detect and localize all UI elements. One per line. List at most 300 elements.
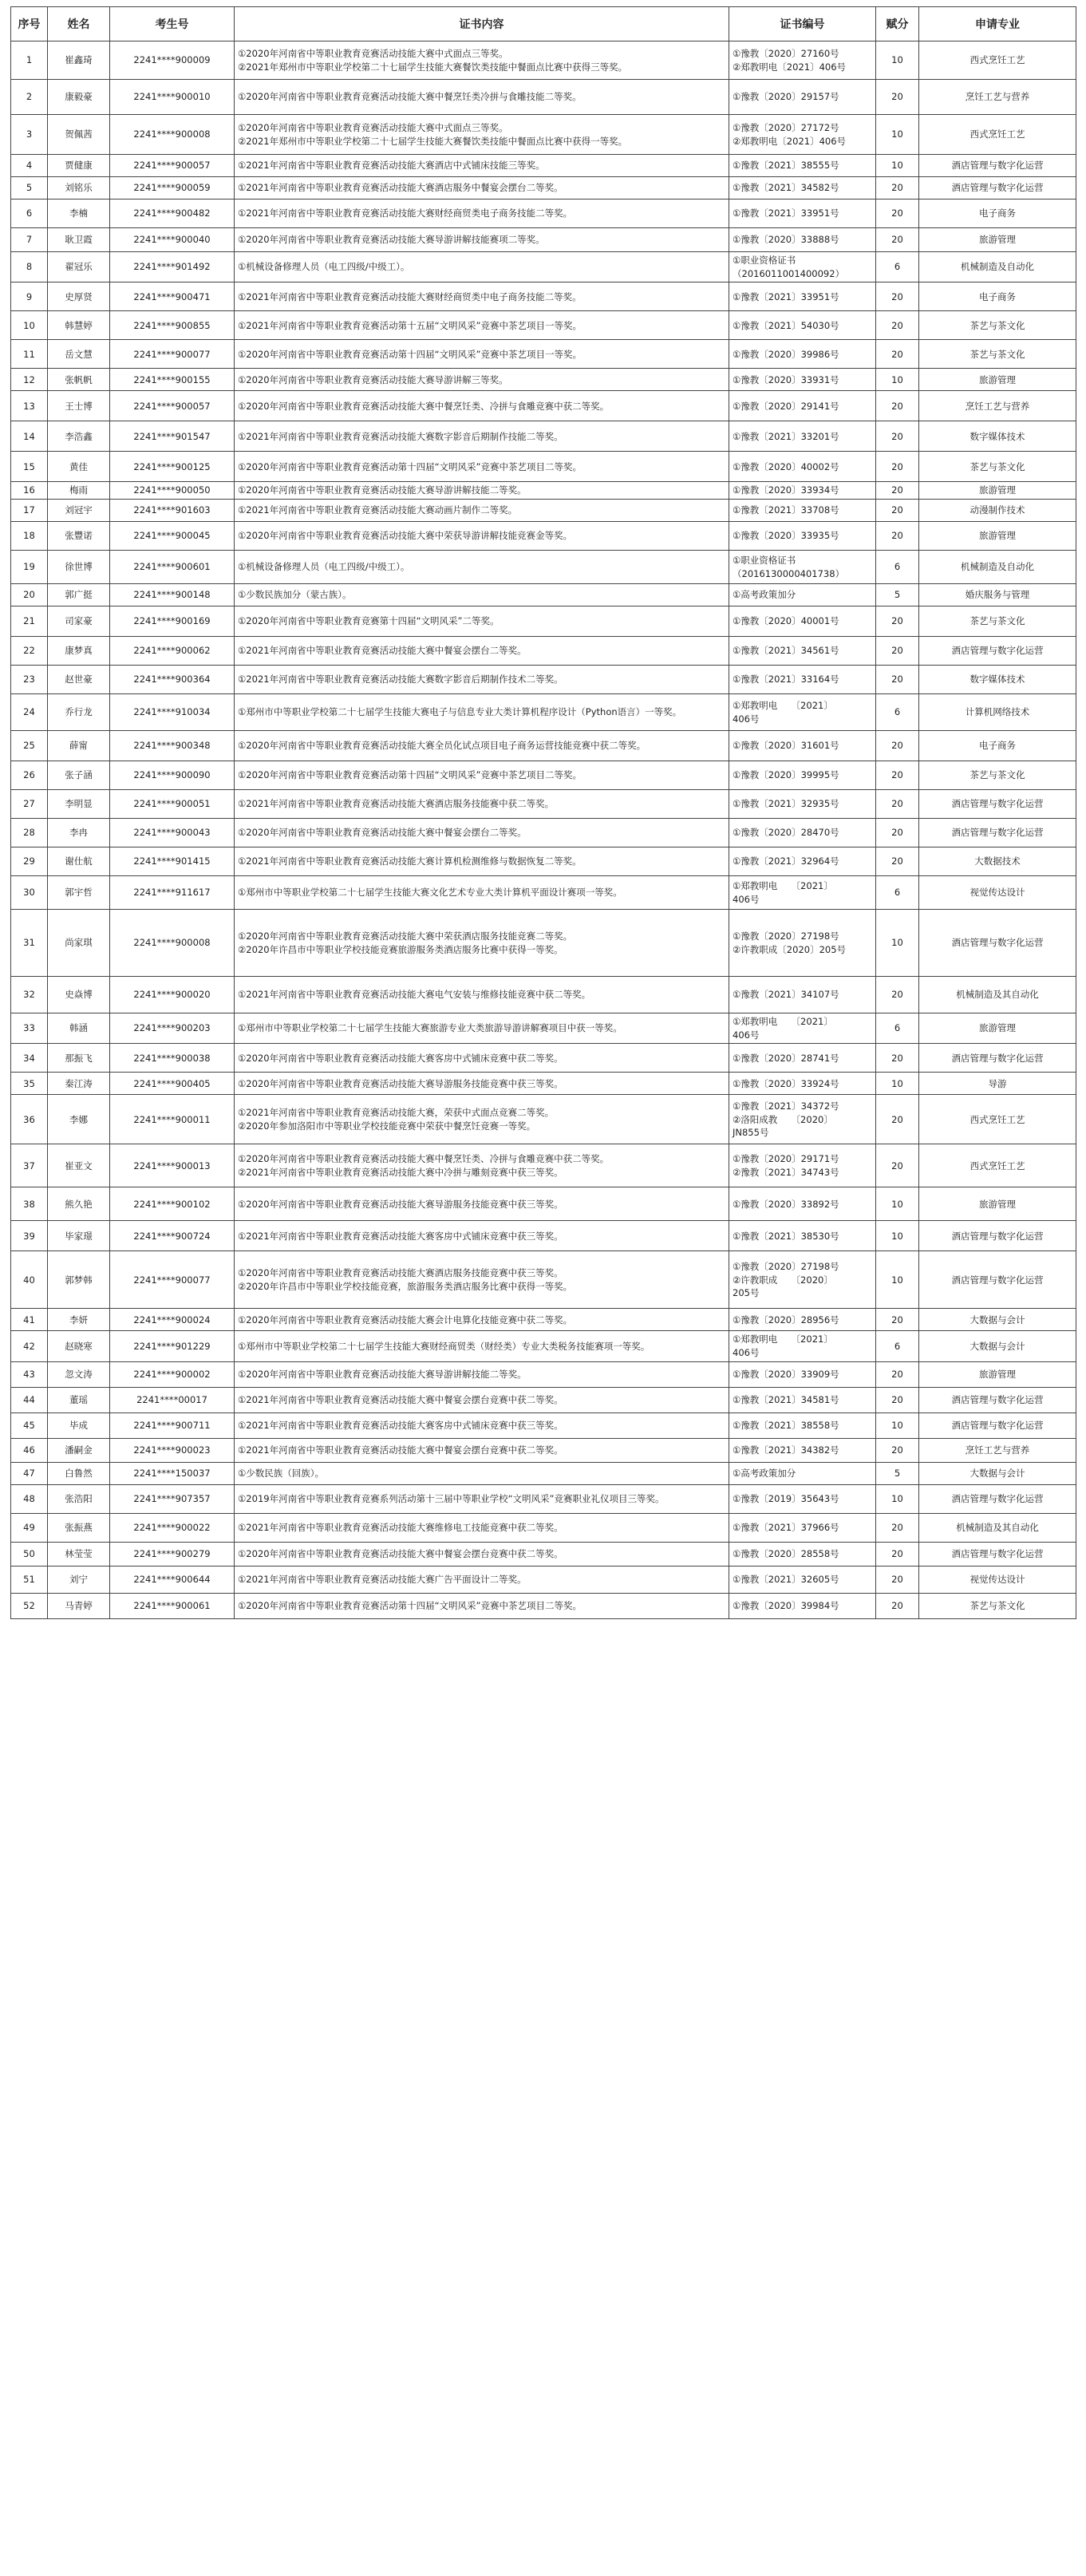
cell-certificate-number-line: ①豫教〔2020〕27172号 bbox=[733, 121, 839, 133]
cell-certificate-number bbox=[729, 252, 876, 282]
cell-name: 张帆帆 bbox=[48, 369, 110, 391]
cell-certificate-content bbox=[235, 369, 729, 391]
cell-certificate-number-line: ①豫教〔2020〕40002号 bbox=[733, 460, 839, 472]
cell-exam-id: 2241****911617 bbox=[110, 876, 235, 910]
cell-name: 毕成 bbox=[48, 1412, 110, 1438]
cell-exam-id: 2241****900051 bbox=[110, 790, 235, 819]
cell-major: 酒店管理与数字化运营 bbox=[919, 910, 1076, 977]
cell-name: 李娜 bbox=[48, 1095, 110, 1144]
cell-score: 10 bbox=[876, 910, 919, 977]
cell-certificate-number bbox=[729, 1251, 876, 1309]
cell-score: 20 bbox=[876, 482, 919, 500]
cell-certificate-number bbox=[729, 500, 876, 522]
cell-no: 34 bbox=[11, 1044, 48, 1073]
cell-name: 岳文慧 bbox=[48, 340, 110, 369]
cell-name: 董瑶 bbox=[48, 1387, 110, 1412]
cell-certificate-number-line: ①豫教〔2020〕33931号 bbox=[733, 373, 839, 385]
cell-score: 6 bbox=[876, 876, 919, 910]
cell-no: 38 bbox=[11, 1187, 48, 1221]
cell-certificate-number bbox=[729, 1484, 876, 1513]
table-row bbox=[11, 1387, 1076, 1412]
cell-name: 韩涵 bbox=[48, 1013, 110, 1044]
cell-certificate-number-line: ①豫教〔2021〕33951号 bbox=[733, 207, 839, 219]
cell-certificate-number-line: ①豫教〔2020〕28741号 bbox=[733, 1052, 839, 1064]
cell-name: 康毅豪 bbox=[48, 80, 110, 115]
cell-major: 大数据与会计 bbox=[919, 1331, 1076, 1361]
cell-name: 李妍 bbox=[48, 1309, 110, 1331]
cell-score: 10 bbox=[876, 1073, 919, 1095]
cell-no: 18 bbox=[11, 522, 48, 551]
cell-certificate-content bbox=[235, 282, 729, 311]
cell-certificate-content bbox=[235, 606, 729, 637]
cell-certificate-number-line: ①豫教〔2020〕33934号 bbox=[733, 484, 839, 496]
cell-certificate-content-line: ①2020年河南省中等职业教育竞赛活动第十四届“文明风采”竞赛中茶艺项目二等奖。 bbox=[238, 1599, 582, 1611]
cell-certificate-content-line: ②2021年河南省中等职业教育竞赛活动技能大赛中冷拼与雕刻竞赛中获三等奖。 bbox=[238, 1166, 563, 1178]
cell-certificate-number-line: ①豫教〔2020〕27198号 bbox=[733, 1260, 839, 1272]
cell-certificate-content bbox=[235, 1013, 729, 1044]
cell-certificate-number-line: JN855号 bbox=[733, 1127, 769, 1139]
cell-certificate-content bbox=[235, 1331, 729, 1361]
cell-score: 20 bbox=[876, 391, 919, 421]
cell-exam-id: 2241****900059 bbox=[110, 177, 235, 200]
cell-major: 数字媒体技术 bbox=[919, 666, 1076, 694]
cell-name: 张浩阳 bbox=[48, 1484, 110, 1513]
cell-certificate-number-line: ①豫教〔2020〕33909号 bbox=[733, 1368, 839, 1380]
cell-certificate-content bbox=[235, 1073, 729, 1095]
cell-score: 20 bbox=[876, 500, 919, 522]
cell-score: 10 bbox=[876, 1251, 919, 1309]
cell-certificate-number-line: ①豫教〔2021〕33708号 bbox=[733, 504, 839, 516]
cell-no: 21 bbox=[11, 606, 48, 637]
cell-no: 24 bbox=[11, 694, 48, 731]
cell-exam-id: 2241****900022 bbox=[110, 1513, 235, 1542]
cell-certificate-content bbox=[235, 1566, 729, 1593]
table-row bbox=[11, 1361, 1076, 1387]
cell-certificate-content bbox=[235, 584, 729, 606]
cell-name: 史焱博 bbox=[48, 977, 110, 1013]
cell-certificate-content-line: ①2020年河南省中等职业教育竞赛活动技能大赛中荣获导游讲解技能竞赛金等奖。 bbox=[238, 530, 573, 542]
cell-major: 酒店管理与数字化运营 bbox=[919, 1221, 1076, 1251]
cell-certificate-number-line: ①豫教〔2019〕35643号 bbox=[733, 1492, 839, 1504]
cell-certificate-number bbox=[729, 1412, 876, 1438]
cell-certificate-content-line: ①郑州市中等职业学校第二十七届学生技能大赛财经商贸类（财经类）专业大类税务技能赛项一等奖。 bbox=[238, 1340, 650, 1352]
cell-name: 张豐诺 bbox=[48, 522, 110, 551]
cell-certificate-content-line: ①2021年河南省中等职业教育竞赛活动技能大赛财经商贸类中电子商务技能二等奖。 bbox=[238, 290, 582, 302]
table-row bbox=[11, 666, 1076, 694]
cell-name: 徐世博 bbox=[48, 551, 110, 584]
cell-certificate-number bbox=[729, 522, 876, 551]
cell-certificate-number bbox=[729, 452, 876, 482]
cell-certificate-number bbox=[729, 1331, 876, 1361]
cell-name: 忽文涛 bbox=[48, 1361, 110, 1387]
cell-exam-id: 2241****907357 bbox=[110, 1484, 235, 1513]
cell-certificate-number-line: ①豫教〔2020〕39984号 bbox=[733, 1599, 839, 1611]
cell-major: 酒店管理与数字化运营 bbox=[919, 1251, 1076, 1309]
cell-certificate-content-line: ①2020年河南省中等职业教育竞赛活动技能大赛中荣获酒店服务技能竞赛二等奖。 bbox=[238, 930, 573, 942]
cell-name: 韩慧婷 bbox=[48, 311, 110, 340]
cell-certificate-number-line: ①豫教〔2020〕28956号 bbox=[733, 1314, 839, 1326]
cell-name: 张子涵 bbox=[48, 761, 110, 790]
cell-certificate-content-line: ①2020年河南省中等职业教育竞赛活动第十四届“文明风采”竞赛中茶艺项目二等奖。 bbox=[238, 769, 582, 781]
table-row bbox=[11, 584, 1076, 606]
cell-exam-id: 2241****900724 bbox=[110, 1221, 235, 1251]
table-row bbox=[11, 876, 1076, 910]
cell-certificate-content bbox=[235, 1309, 729, 1331]
cell-certificate-number-line: ①豫教〔2021〕34107号 bbox=[733, 989, 839, 1001]
header-no: 序号 bbox=[11, 7, 48, 41]
cell-certificate-content bbox=[235, 1438, 729, 1462]
cell-major: 酒店管理与数字化运营 bbox=[919, 790, 1076, 819]
cell-certificate-content bbox=[235, 228, 729, 252]
cell-score: 20 bbox=[876, 282, 919, 311]
table-row bbox=[11, 80, 1076, 115]
cell-no: 44 bbox=[11, 1387, 48, 1412]
cell-score: 20 bbox=[876, 80, 919, 115]
cell-certificate-number bbox=[729, 977, 876, 1013]
cell-major: 婚庆服务与管理 bbox=[919, 584, 1076, 606]
cell-certificate-number-line: ②许教职成〔2020〕205号 bbox=[733, 943, 847, 955]
cell-certificate-content-line: ②2020年参加洛阳市中等职业学校技能竞赛中荣获中餐烹饪竞赛一等奖。 bbox=[238, 1120, 536, 1132]
cell-certificate-content-line: ①2021年河南省中等职业教育竞赛活动技能大赛酒店中式铺床技能三等奖。 bbox=[238, 160, 545, 172]
cell-exam-id: 2241****900023 bbox=[110, 1438, 235, 1462]
cell-certificate-content bbox=[235, 500, 729, 522]
cell-name: 刘冠宇 bbox=[48, 500, 110, 522]
cell-major: 旅游管理 bbox=[919, 1187, 1076, 1221]
cell-certificate-number bbox=[729, 155, 876, 177]
cell-major: 电子商务 bbox=[919, 200, 1076, 228]
cell-certificate-number-line: ①豫教〔2020〕33892号 bbox=[733, 1198, 839, 1210]
cell-certificate-content-line: ①2021年河南省中等职业教育竞赛活动技能大赛计算机检测维修与数据恢复二等奖。 bbox=[238, 855, 582, 867]
cell-certificate-number-line: ②洛阳成教 〔2020〕 bbox=[733, 1113, 833, 1125]
table-row bbox=[11, 1438, 1076, 1462]
cell-no: 3 bbox=[11, 115, 48, 155]
cell-no: 42 bbox=[11, 1331, 48, 1361]
cell-no: 41 bbox=[11, 1309, 48, 1331]
cell-certificate-content-line: ①2020年河南省中等职业教育竞赛活动技能大赛导游服务技能竞赛中获三等奖。 bbox=[238, 1198, 563, 1210]
cell-certificate-content bbox=[235, 1187, 729, 1221]
cell-no: 31 bbox=[11, 910, 48, 977]
cell-exam-id: 2241****900057 bbox=[110, 391, 235, 421]
cell-major: 机械制造及自动化 bbox=[919, 252, 1076, 282]
cell-exam-id: 2241****900169 bbox=[110, 606, 235, 637]
cell-major: 酒店管理与数字化运营 bbox=[919, 1412, 1076, 1438]
cell-certificate-content bbox=[235, 1044, 729, 1073]
cell-certificate-content-line: ①2020年河南省中等职业教育竞赛活动技能大赛中餐宴会摆台二等奖。 bbox=[238, 827, 527, 839]
cell-certificate-content bbox=[235, 41, 729, 80]
table-row bbox=[11, 41, 1076, 80]
cell-certificate-number-line: （2016130000401738） bbox=[733, 567, 845, 579]
cell-certificate-content-line: ①2020年河南省中等职业教育竞赛活动技能大赛导游讲解三等奖。 bbox=[238, 373, 508, 385]
cell-certificate-number-line: ①豫教〔2021〕34582号 bbox=[733, 182, 839, 194]
cell-certificate-number bbox=[729, 910, 876, 977]
cell-certificate-content bbox=[235, 1387, 729, 1412]
table-row bbox=[11, 731, 1076, 761]
cell-certificate-number-line: ①豫教〔2020〕29157号 bbox=[733, 91, 839, 103]
cell-no: 48 bbox=[11, 1484, 48, 1513]
table-row bbox=[11, 252, 1076, 282]
cell-certificate-content bbox=[235, 177, 729, 200]
table-row bbox=[11, 551, 1076, 584]
cell-certificate-number-line: ①豫教〔2020〕27160号 bbox=[733, 47, 839, 59]
cell-exam-id: 2241****901603 bbox=[110, 500, 235, 522]
cell-certificate-number bbox=[729, 551, 876, 584]
cell-score: 20 bbox=[876, 606, 919, 637]
cell-certificate-content bbox=[235, 731, 729, 761]
cell-name: 崔鑫琦 bbox=[48, 41, 110, 80]
cell-major: 旅游管理 bbox=[919, 1361, 1076, 1387]
cell-score: 20 bbox=[876, 761, 919, 790]
cell-name: 王士博 bbox=[48, 391, 110, 421]
cell-exam-id: 2241****910034 bbox=[110, 694, 235, 731]
cell-certificate-number bbox=[729, 482, 876, 500]
cell-major: 大数据与会计 bbox=[919, 1462, 1076, 1484]
cell-exam-id: 2241****900090 bbox=[110, 761, 235, 790]
cell-certificate-number bbox=[729, 1361, 876, 1387]
cell-score: 20 bbox=[876, 1387, 919, 1412]
admission-score-list bbox=[10, 6, 1076, 1619]
cell-name: 张振燕 bbox=[48, 1513, 110, 1542]
cell-certificate-number-line: ①豫教〔2021〕54030号 bbox=[733, 319, 839, 331]
cell-certificate-number-line: ①豫教〔2020〕39995号 bbox=[733, 769, 839, 781]
table-row bbox=[11, 340, 1076, 369]
table-row bbox=[11, 910, 1076, 977]
cell-exam-id: 2241****900062 bbox=[110, 637, 235, 666]
cell-exam-id: 2241****900008 bbox=[110, 910, 235, 977]
cell-name: 李冉 bbox=[48, 819, 110, 847]
cell-name: 翟冠乐 bbox=[48, 252, 110, 282]
cell-certificate-number bbox=[729, 1073, 876, 1095]
cell-no: 39 bbox=[11, 1221, 48, 1251]
cell-no: 9 bbox=[11, 282, 48, 311]
cell-certificate-content bbox=[235, 1542, 729, 1566]
cell-exam-id: 2241****150037 bbox=[110, 1462, 235, 1484]
header-certificate-content: 证书内容 bbox=[235, 7, 729, 41]
cell-major: 动漫制作技术 bbox=[919, 500, 1076, 522]
cell-certificate-number bbox=[729, 694, 876, 731]
cell-certificate-content bbox=[235, 977, 729, 1013]
cell-certificate-content-line: ①2021年河南省中等职业教育竞赛活动技能大赛动画片制作二等奖。 bbox=[238, 504, 518, 516]
table-row bbox=[11, 282, 1076, 311]
cell-certificate-number bbox=[729, 421, 876, 452]
cell-certificate-number bbox=[729, 1566, 876, 1593]
cell-major: 导游 bbox=[919, 1073, 1076, 1095]
cell-major: 旅游管理 bbox=[919, 1013, 1076, 1044]
cell-major: 烹饪工艺与营养 bbox=[919, 80, 1076, 115]
cell-certificate-content-line: ①2021年河南省中等职业教育竞赛活动技能大赛酒店服务中餐宴会摆台二等奖。 bbox=[238, 182, 563, 194]
cell-exam-id: 2241****901492 bbox=[110, 252, 235, 282]
cell-major: 酒店管理与数字化运营 bbox=[919, 177, 1076, 200]
cell-no: 10 bbox=[11, 311, 48, 340]
cell-certificate-content-line: ②2020年许昌市中等职业学校技能竞赛旅游服务类酒店服务比赛中获得一等奖。 bbox=[238, 943, 563, 955]
cell-certificate-number bbox=[729, 200, 876, 228]
cell-name: 林莹莹 bbox=[48, 1542, 110, 1566]
cell-exam-id: 2241****900482 bbox=[110, 200, 235, 228]
cell-name: 贾健康 bbox=[48, 155, 110, 177]
cell-certificate-number-line: ①豫教〔2021〕34382号 bbox=[733, 1444, 839, 1456]
cell-no: 46 bbox=[11, 1438, 48, 1462]
cell-name: 乔行龙 bbox=[48, 694, 110, 731]
cell-major: 酒店管理与数字化运营 bbox=[919, 819, 1076, 847]
cell-certificate-content bbox=[235, 876, 729, 910]
table-row bbox=[11, 1484, 1076, 1513]
cell-score: 6 bbox=[876, 694, 919, 731]
cell-exam-id: 2241****900010 bbox=[110, 80, 235, 115]
cell-certificate-content-line: ①2021年河南省中等职业教育竞赛活动第十五届“文明风采”竞赛中茶艺项目一等奖。 bbox=[238, 319, 582, 331]
cell-no: 45 bbox=[11, 1412, 48, 1438]
cell-exam-id: 2241****900011 bbox=[110, 1095, 235, 1144]
cell-major: 酒店管理与数字化运营 bbox=[919, 1484, 1076, 1513]
cell-score: 20 bbox=[876, 731, 919, 761]
cell-certificate-content bbox=[235, 522, 729, 551]
cell-certificate-number-line: ①豫教〔2021〕34581号 bbox=[733, 1393, 839, 1405]
cell-score: 10 bbox=[876, 369, 919, 391]
table-row bbox=[11, 1513, 1076, 1542]
cell-certificate-number-line: ①豫教〔2020〕33935号 bbox=[733, 530, 839, 542]
cell-certificate-number-line: ①豫教〔2021〕33951号 bbox=[733, 290, 839, 302]
table-row bbox=[11, 482, 1076, 500]
table-row bbox=[11, 1331, 1076, 1361]
cell-certificate-content bbox=[235, 391, 729, 421]
cell-certificate-number-line: ①职业资格证书 bbox=[733, 255, 796, 266]
cell-exam-id: 2241****900711 bbox=[110, 1412, 235, 1438]
cell-score: 20 bbox=[876, 847, 919, 876]
cell-certificate-number-line: ①豫教〔2020〕27198号 bbox=[733, 930, 839, 942]
cell-certificate-number-line: ①豫教〔2020〕28470号 bbox=[733, 827, 839, 839]
cell-certificate-number bbox=[729, 847, 876, 876]
cell-certificate-content-line: ①2020年河南省中等职业教育竞赛活动技能大赛导游讲解技能二等奖。 bbox=[238, 1368, 527, 1380]
cell-certificate-number-line: ①豫教〔2020〕31601号 bbox=[733, 740, 839, 752]
cell-name: 李明显 bbox=[48, 790, 110, 819]
cell-major: 茶艺与茶文化 bbox=[919, 311, 1076, 340]
cell-major: 酒店管理与数字化运营 bbox=[919, 1044, 1076, 1073]
cell-no: 20 bbox=[11, 584, 48, 606]
cell-major: 计算机网络技术 bbox=[919, 694, 1076, 731]
cell-no: 51 bbox=[11, 1566, 48, 1593]
cell-certificate-content bbox=[235, 1361, 729, 1387]
cell-certificate-content-line: ①2020年河南省中等职业教育竞赛活动技能大赛导游服务技能竞赛中获三等奖。 bbox=[238, 1077, 563, 1089]
cell-no: 52 bbox=[11, 1593, 48, 1618]
cell-score: 20 bbox=[876, 1542, 919, 1566]
cell-exam-id: 2241****900855 bbox=[110, 311, 235, 340]
cell-certificate-number-line: ①豫教〔2021〕38558号 bbox=[733, 1419, 839, 1431]
cell-name: 梅雨 bbox=[48, 482, 110, 500]
cell-certificate-number bbox=[729, 666, 876, 694]
cell-score: 20 bbox=[876, 666, 919, 694]
cell-certificate-content-line: ①2020年河南省中等职业教育竞赛活动技能大赛酒店服务技能竞赛中获三等奖。 bbox=[238, 1267, 563, 1279]
cell-score: 10 bbox=[876, 115, 919, 155]
cell-major: 茶艺与茶文化 bbox=[919, 761, 1076, 790]
cell-no: 22 bbox=[11, 637, 48, 666]
cell-certificate-content-line: ①2021年河南省中等职业教育竞赛活动技能大赛客房中式铺床竞赛中获三等奖。 bbox=[238, 1230, 563, 1242]
cell-certificate-number bbox=[729, 1542, 876, 1566]
cell-certificate-number bbox=[729, 1044, 876, 1073]
cell-certificate-content bbox=[235, 80, 729, 115]
cell-no: 19 bbox=[11, 551, 48, 584]
cell-name: 刘铭乐 bbox=[48, 177, 110, 200]
cell-name: 耿卫霞 bbox=[48, 228, 110, 252]
cell-certificate-content bbox=[235, 1221, 729, 1251]
cell-no: 16 bbox=[11, 482, 48, 500]
cell-certificate-number-line: ①豫教〔2021〕32605号 bbox=[733, 1573, 839, 1585]
table-row bbox=[11, 694, 1076, 731]
cell-certificate-number-line: ②郑教明电〔2021〕406号 bbox=[733, 135, 847, 147]
cell-certificate-content bbox=[235, 1144, 729, 1187]
cell-certificate-number-line: ①高考政策加分 bbox=[733, 589, 796, 601]
cell-certificate-number bbox=[729, 1438, 876, 1462]
cell-certificate-content-line: ①2020年河南省中等职业教育竞赛活动技能大赛中餐烹饪类冷拼与食雕技能二等奖。 bbox=[238, 91, 582, 103]
cell-no: 1 bbox=[11, 41, 48, 80]
cell-certificate-content-line: ①2020年河南省中等职业教育竞赛活动技能大赛导游讲解技能二等奖。 bbox=[238, 484, 527, 496]
cell-certificate-number-line: ①豫教〔2020〕33888号 bbox=[733, 234, 839, 246]
cell-certificate-number-line: ①郑教明电 〔2021〕 bbox=[733, 699, 833, 711]
cell-certificate-content bbox=[235, 340, 729, 369]
cell-exam-id: 2241****900471 bbox=[110, 282, 235, 311]
table-row bbox=[11, 369, 1076, 391]
table-row bbox=[11, 1044, 1076, 1073]
cell-certificate-content bbox=[235, 694, 729, 731]
cell-certificate-number bbox=[729, 790, 876, 819]
cell-certificate-number bbox=[729, 115, 876, 155]
table-row bbox=[11, 1095, 1076, 1144]
header-name: 姓名 bbox=[48, 7, 110, 41]
cell-score: 6 bbox=[876, 252, 919, 282]
cell-score: 20 bbox=[876, 340, 919, 369]
cell-major: 电子商务 bbox=[919, 731, 1076, 761]
cell-name: 黄佳 bbox=[48, 452, 110, 482]
cell-no: 36 bbox=[11, 1095, 48, 1144]
cell-certificate-number-line: 205号 bbox=[733, 1287, 760, 1299]
cell-name: 郭宇哲 bbox=[48, 876, 110, 910]
table-row bbox=[11, 761, 1076, 790]
table-row bbox=[11, 500, 1076, 522]
cell-certificate-number-line: ①豫教〔2021〕38555号 bbox=[733, 160, 839, 172]
cell-score: 20 bbox=[876, 452, 919, 482]
cell-name: 刘宁 bbox=[48, 1566, 110, 1593]
cell-no: 7 bbox=[11, 228, 48, 252]
cell-no: 8 bbox=[11, 252, 48, 282]
cell-major: 旅游管理 bbox=[919, 482, 1076, 500]
cell-certificate-number bbox=[729, 606, 876, 637]
cell-certificate-number bbox=[729, 177, 876, 200]
cell-name: 司家豪 bbox=[48, 606, 110, 637]
table-row bbox=[11, 1412, 1076, 1438]
cell-score: 20 bbox=[876, 228, 919, 252]
cell-major: 西式烹饪工艺 bbox=[919, 41, 1076, 80]
cell-exam-id: 2241****900644 bbox=[110, 1566, 235, 1593]
cell-major: 酒店管理与数字化运营 bbox=[919, 637, 1076, 666]
cell-no: 37 bbox=[11, 1144, 48, 1187]
cell-certificate-content-line: ①2020年河南省中等职业教育竞赛活动技能大赛中餐烹饪类、冷拼与食雕竞赛中获二等奖。 bbox=[238, 1153, 610, 1165]
header-score: 赋分 bbox=[876, 7, 919, 41]
cell-no: 4 bbox=[11, 155, 48, 177]
cell-name: 尚家琪 bbox=[48, 910, 110, 977]
table-row bbox=[11, 1013, 1076, 1044]
cell-major: 视觉传达设计 bbox=[919, 1566, 1076, 1593]
cell-certificate-number bbox=[729, 1593, 876, 1618]
table-row bbox=[11, 1187, 1076, 1221]
cell-certificate-number-line: ①豫教〔2020〕39986号 bbox=[733, 348, 839, 360]
table-row bbox=[11, 1566, 1076, 1593]
cell-certificate-number-line: ①郑教明电 〔2021〕 bbox=[733, 1333, 833, 1345]
cell-no: 14 bbox=[11, 421, 48, 452]
cell-exam-id: 2241****901415 bbox=[110, 847, 235, 876]
cell-score: 20 bbox=[876, 200, 919, 228]
cell-name: 郭梦韩 bbox=[48, 1251, 110, 1309]
cell-score: 20 bbox=[876, 637, 919, 666]
cell-certificate-number-line: ②豫教〔2021〕34743号 bbox=[733, 1166, 839, 1178]
cell-exam-id: 2241****900020 bbox=[110, 977, 235, 1013]
cell-exam-id: 2241****900405 bbox=[110, 1073, 235, 1095]
